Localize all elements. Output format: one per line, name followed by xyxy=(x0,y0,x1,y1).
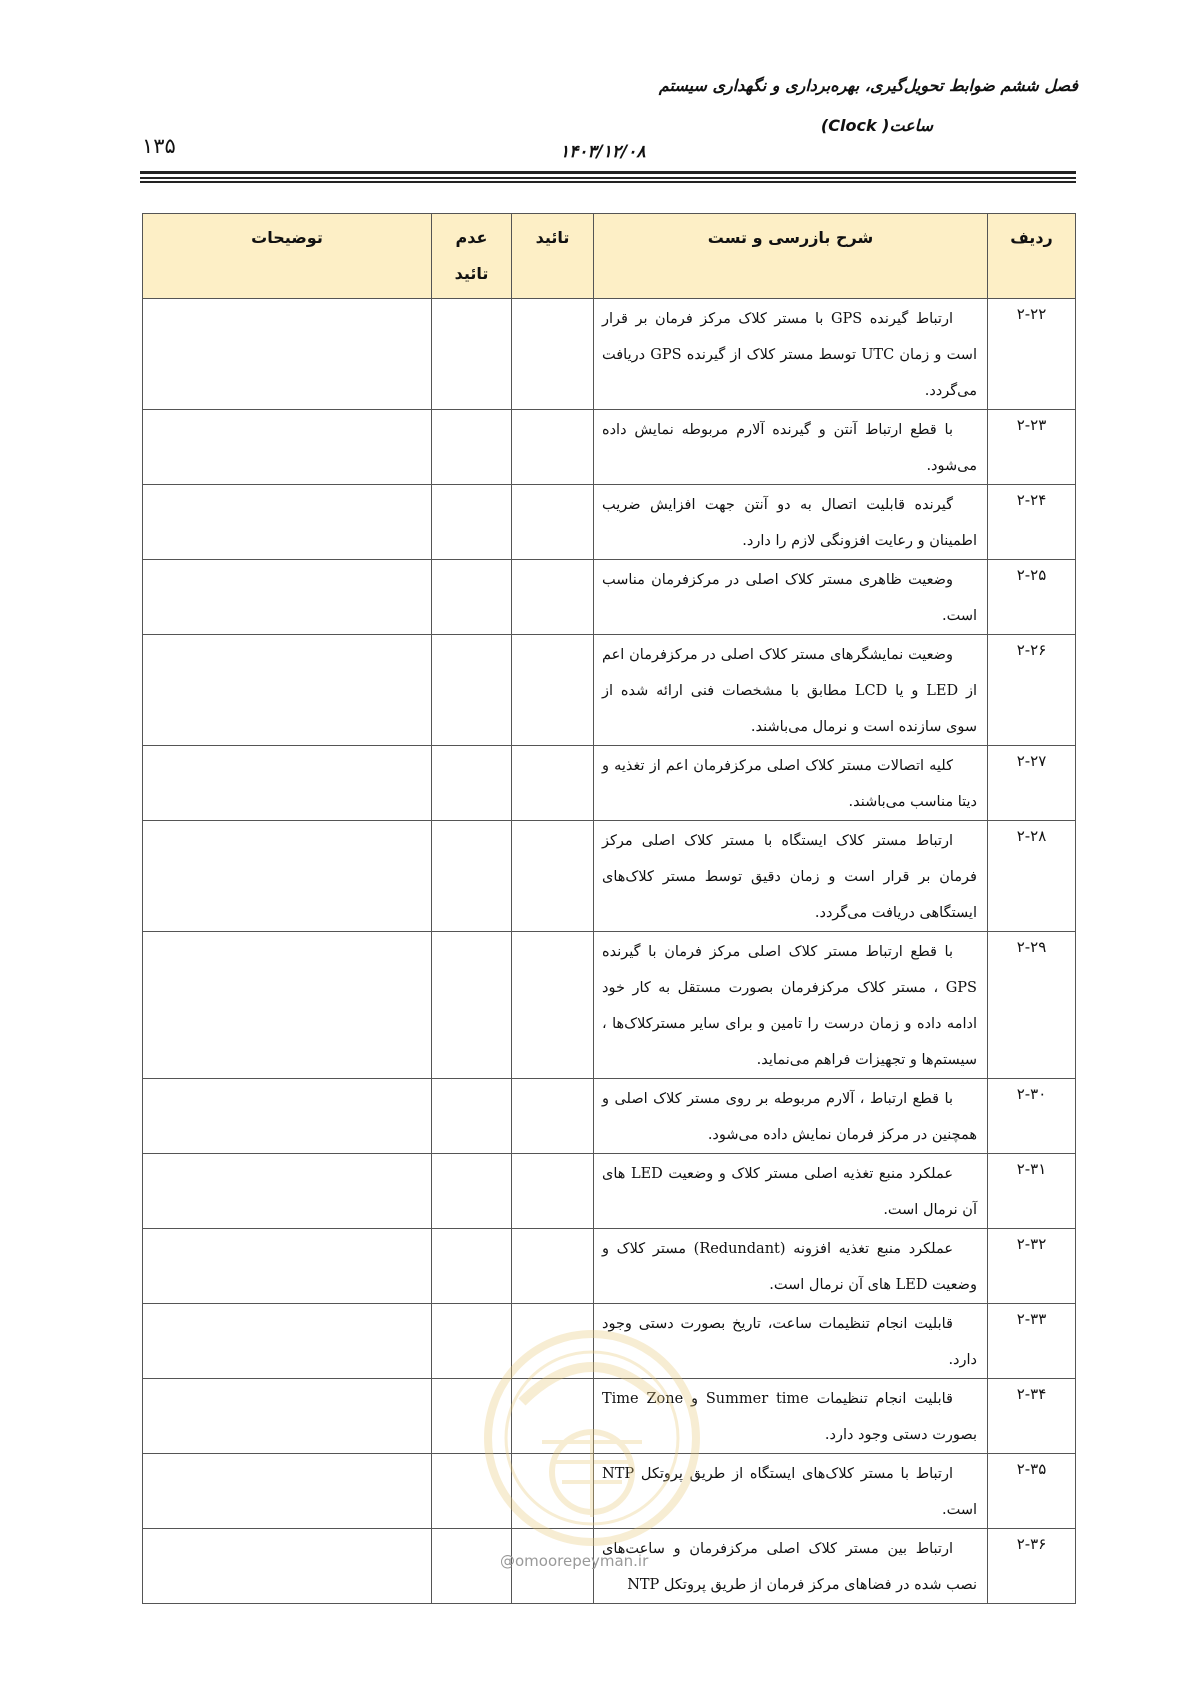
not-approved-cell xyxy=(432,821,512,932)
row-number: ۲-۲۵ xyxy=(988,560,1076,635)
approved-cell xyxy=(512,635,594,746)
table-row xyxy=(143,635,1076,746)
notes-cell xyxy=(143,1154,432,1229)
header-not-approved: عدم تائید xyxy=(432,214,512,299)
notes-cell xyxy=(143,1529,432,1604)
row-description: وضعیت نمایشگرهای مستر کلاک اصلی در مرکزفرمان اعم از LED و یا LCD مطابق با مشخصات فنی ارائه شده از سوی سازنده است و نرمال می‌باشند. xyxy=(594,635,988,746)
notes-cell xyxy=(143,635,432,746)
table-row xyxy=(143,299,1076,410)
approved-cell xyxy=(512,560,594,635)
notes-cell xyxy=(143,932,432,1079)
row-number: ۲-۲۴ xyxy=(988,485,1076,560)
table-row xyxy=(143,1154,1076,1229)
header-approved: تائید xyxy=(512,214,594,299)
table-row xyxy=(143,485,1076,560)
row-number: ۲-۳۳ xyxy=(988,1304,1076,1379)
row-number: ۲-۳۴ xyxy=(988,1379,1076,1454)
notes-cell xyxy=(143,1454,432,1529)
row-description: کلیه اتصالات مستر کلاک اصلی مرکزفرمان اعم از تغذیه و دیتا مناسب می‌باشند. xyxy=(594,746,988,821)
row-description: عملکرد منبع تغذیه افزونه (Redundant) مستر کلاک و وضعیت LED های آن نرمال است. xyxy=(594,1229,988,1304)
approved-cell xyxy=(512,410,594,485)
row-description: قابلیت انجام تنظیمات Summer time و Time Zone بصورت دستی وجود دارد. xyxy=(594,1379,988,1454)
row-description: گیرنده قابلیت اتصال به دو آنتن جهت افزایش ضریب اطمینان و رعایت افزونگی لازم را دارد. xyxy=(594,485,988,560)
row-description: وضعیت ظاهری مستر کلاک اصلی در مرکزفرمان مناسب است. xyxy=(594,560,988,635)
not-approved-cell xyxy=(432,932,512,1079)
row-description: با قطع ارتباط ، آلارم مربوطه بر روی مستر کلاک اصلی و همچنین در مرکز فرمان نمایش داده می‌شود. xyxy=(594,1079,988,1154)
document-date: ۱۴۰۳/۱۲/۰۸ xyxy=(560,142,646,162)
table-row xyxy=(143,560,1076,635)
not-approved-cell xyxy=(432,485,512,560)
table-row xyxy=(143,746,1076,821)
not-approved-cell xyxy=(432,1229,512,1304)
header-description: شرح بازرسی و تست xyxy=(594,214,988,299)
row-description: با قطع ارتباط آنتن و گیرنده آلارم مربوطه نمایش داده می‌شود. xyxy=(594,410,988,485)
notes-cell xyxy=(143,1229,432,1304)
notes-cell xyxy=(143,299,432,410)
notes-cell xyxy=(143,821,432,932)
watermark-text: @omoorepeyman.ir xyxy=(500,1552,649,1570)
notes-cell xyxy=(143,1079,432,1154)
table-row xyxy=(143,932,1076,1079)
approved-cell xyxy=(512,932,594,1079)
not-approved-cell xyxy=(432,299,512,410)
row-number: ۲-۲۲ xyxy=(988,299,1076,410)
notes-cell xyxy=(143,485,432,560)
row-description: با قطع ارتباط مستر کلاک اصلی مرکز فرمان با گیرنده GPS ، مستر کلاک مرکزفرمان بصورت مستقل به کار خود ادامه داده و زمان درست را تامین و برای سایر مسترکلاک‌ها ، سیستم‌ها و تجهیزات فراهم می‌نماید. xyxy=(594,932,988,1079)
row-number: ۲-۳۰ xyxy=(988,1079,1076,1154)
header-notes: توضیحات xyxy=(143,214,432,299)
row-description: ارتباط با مستر کلاک‌های ایستگاه از طریق پروتکل NTP است. xyxy=(594,1454,988,1529)
row-number: ۲-۳۲ xyxy=(988,1229,1076,1304)
approved-cell xyxy=(512,1229,594,1304)
not-approved-cell xyxy=(432,635,512,746)
row-number: ۲-۳۶ xyxy=(988,1529,1076,1604)
watermark-seal xyxy=(482,1322,702,1554)
header-rule xyxy=(140,181,1076,183)
not-approved-cell xyxy=(432,1154,512,1229)
table-row xyxy=(143,821,1076,932)
row-description: ارتباط مستر کلاک ایستگاه با مستر کلاک اصلی مرکز فرمان بر قرار است و زمان دقیق توسط مستر کلاک‌های ایستگاهی دریافت می‌گردد. xyxy=(594,821,988,932)
row-number: ۲-۲۸ xyxy=(988,821,1076,932)
header-row-number: ردیف xyxy=(988,214,1076,299)
approved-cell xyxy=(512,821,594,932)
row-number: ۲-۲۳ xyxy=(988,410,1076,485)
page-number: ۱۳۵ xyxy=(142,134,176,158)
table-row xyxy=(143,410,1076,485)
approved-cell xyxy=(512,299,594,410)
section-subtitle: ساعت( Clock) xyxy=(820,116,933,135)
table-header-row xyxy=(143,214,1076,299)
row-number: ۲-۳۱ xyxy=(988,1154,1076,1229)
notes-cell xyxy=(143,1304,432,1379)
row-description: ارتباط بین مستر کلاک اصلی مرکزفرمان و ساعت‌های نصب شده در فضاهای مرکز فرمان از طریق پروتکل NTP xyxy=(594,1529,988,1604)
row-number: ۲-۳۵ xyxy=(988,1454,1076,1529)
not-approved-cell xyxy=(432,746,512,821)
notes-cell xyxy=(143,560,432,635)
approved-cell xyxy=(512,1154,594,1229)
approved-cell xyxy=(512,1079,594,1154)
header-rule xyxy=(140,177,1076,179)
not-approved-cell xyxy=(432,1079,512,1154)
row-description: ارتباط گیرنده GPS با مستر کلاک مرکز فرمان بر قرار است و زمان UTC توسط مستر کلاک از گیرنده GPS دریافت می‌گردد. xyxy=(594,299,988,410)
row-number: ۲-۲۹ xyxy=(988,932,1076,1079)
table-row xyxy=(143,1229,1076,1304)
not-approved-cell xyxy=(432,560,512,635)
notes-cell xyxy=(143,746,432,821)
table-row xyxy=(143,1079,1076,1154)
row-number: ۲-۲۶ xyxy=(988,635,1076,746)
approved-cell xyxy=(512,485,594,560)
notes-cell xyxy=(143,410,432,485)
row-description: عملکرد منبع تغذیه اصلی مستر کلاک و وضعیت LED های آن نرمال است. xyxy=(594,1154,988,1229)
approved-cell xyxy=(512,746,594,821)
chapter-title: فصل ششم ضوابط تحویل‌گیری، بهره‌برداری و نگهداری سیستم xyxy=(658,76,1078,95)
not-approved-cell xyxy=(432,410,512,485)
row-description: قابلیت انجام تنظیمات ساعت، تاریخ بصورت دستی وجود دارد. xyxy=(594,1304,988,1379)
header-rule xyxy=(140,171,1076,174)
row-number: ۲-۲۷ xyxy=(988,746,1076,821)
notes-cell xyxy=(143,1379,432,1454)
